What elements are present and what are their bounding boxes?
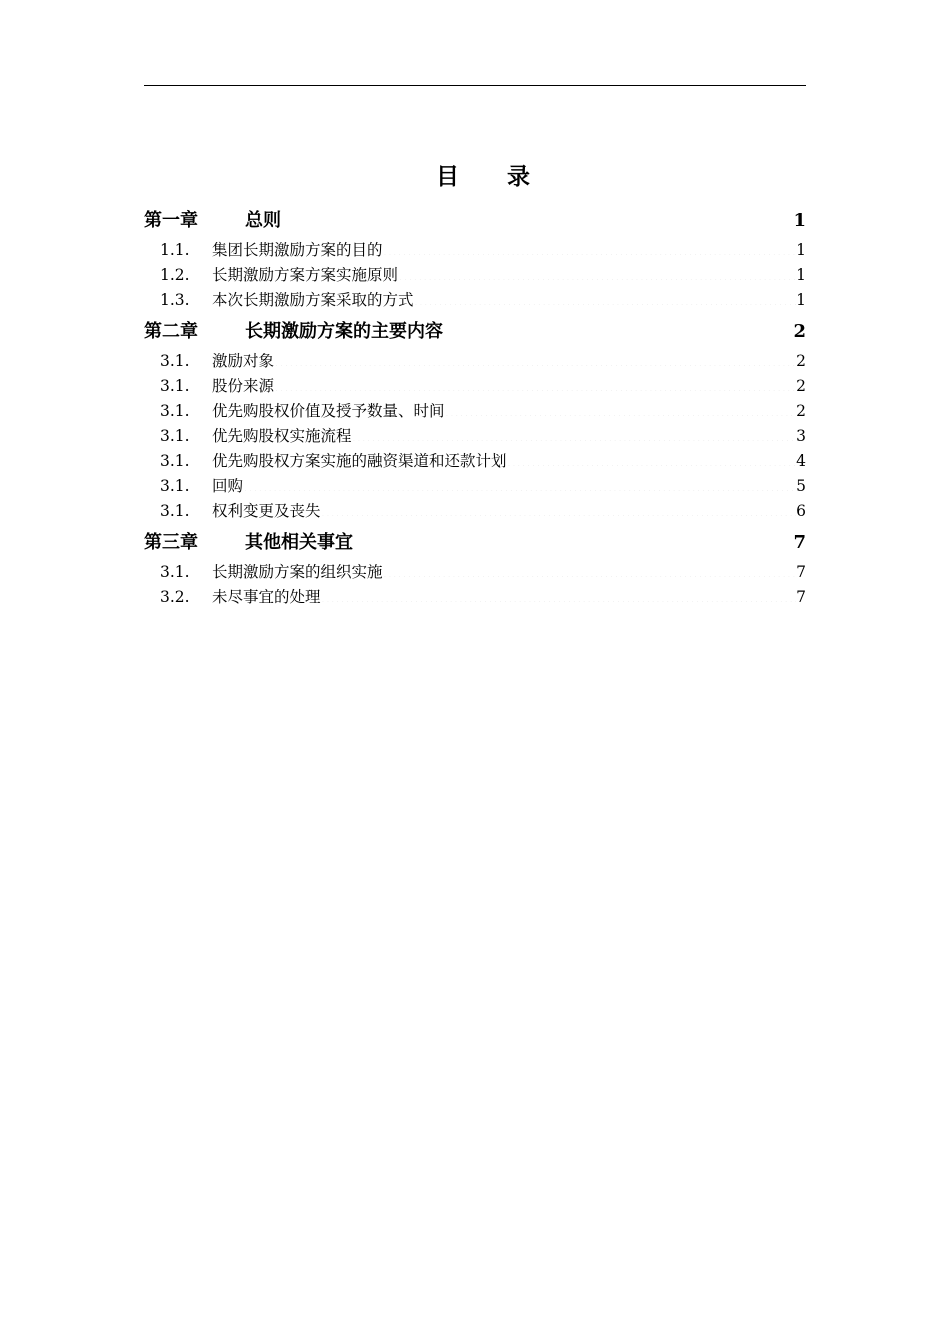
- chapter-page: 1: [793, 210, 806, 231]
- toc-section[interactable]: [144, 560, 806, 585]
- toc-chapter-2[interactable]: [144, 315, 806, 349]
- leader-dots: [353, 530, 793, 548]
- chapter-number: 第三章: [144, 532, 198, 553]
- section-title: 优先购股权实施流程: [212, 427, 352, 445]
- leader-dots: [414, 290, 797, 306]
- section-number: 1.2.: [160, 266, 190, 284]
- leader-dots: [443, 319, 793, 337]
- toc-section[interactable]: [144, 374, 806, 399]
- chapter-page: 7: [793, 532, 806, 553]
- toc-title: 目 录: [435, 163, 550, 190]
- table-of-contents: [144, 202, 806, 610]
- leader-dots: [398, 265, 796, 281]
- section-page: 1: [796, 241, 806, 259]
- leader-dots: [321, 501, 797, 517]
- section-number: 3.1.: [160, 563, 190, 581]
- section-title: 激励对象: [212, 352, 275, 370]
- section-number: 3.2.: [160, 588, 190, 606]
- section-page: 1: [796, 266, 806, 284]
- chapter-number: 第一章: [144, 210, 198, 231]
- toc-section[interactable]: [144, 499, 806, 524]
- toc-chapter-3[interactable]: [144, 526, 806, 560]
- section-page: 2: [796, 377, 806, 395]
- toc-section[interactable]: [144, 474, 806, 499]
- leader-dots: [243, 476, 796, 492]
- leader-dots: [281, 208, 793, 226]
- section-page: 7: [796, 588, 806, 606]
- toc-section[interactable]: [144, 238, 806, 263]
- toc-section[interactable]: [144, 263, 806, 288]
- section-title: 回购: [212, 477, 244, 495]
- section-number: 3.1.: [160, 402, 190, 420]
- leader-dots: [507, 451, 797, 467]
- chapter-number: 第二章: [144, 321, 198, 342]
- section-number: 3.1.: [160, 477, 190, 495]
- leader-dots: [274, 351, 796, 367]
- section-number: 3.1.: [160, 452, 190, 470]
- toc-chapter-1[interactable]: [144, 204, 806, 238]
- section-page: 2: [796, 402, 806, 420]
- section-title: 优先购股权价值及授予数量、时间: [212, 402, 445, 420]
- section-title: 集团长期激励方案的目的: [212, 241, 383, 259]
- section-title: 未尽事宜的处理: [212, 588, 321, 606]
- leader-dots: [383, 562, 797, 578]
- leader-dots: [274, 376, 796, 392]
- toc-section[interactable]: [144, 349, 806, 374]
- section-page: 3: [796, 427, 806, 445]
- toc-section[interactable]: [144, 585, 806, 610]
- leader-dots: [383, 240, 797, 256]
- chapter-title: 其他相关事宜: [245, 532, 353, 553]
- leader-dots: [352, 426, 797, 442]
- section-page: 6: [796, 502, 806, 520]
- toc-section[interactable]: [144, 288, 806, 313]
- chapter-page: 2: [793, 321, 806, 342]
- section-number: 3.1.: [160, 427, 190, 445]
- section-title: 本次长期激励方案采取的方式: [212, 291, 414, 309]
- chapter-title: 总则: [245, 210, 281, 231]
- section-number: 1.3.: [160, 291, 190, 309]
- section-page: 2: [796, 352, 806, 370]
- section-number: 3.1.: [160, 502, 190, 520]
- toc-section[interactable]: [144, 424, 806, 449]
- chapter-title: 长期激励方案的主要内容: [245, 321, 443, 342]
- section-number: 3.1.: [160, 377, 190, 395]
- section-page: 5: [796, 477, 806, 495]
- section-number: 1.1.: [160, 241, 190, 259]
- leader-dots: [321, 587, 797, 603]
- section-number: 3.1.: [160, 352, 190, 370]
- toc-section[interactable]: [144, 449, 806, 474]
- header-rule: [144, 85, 806, 86]
- leader-dots: [445, 401, 797, 417]
- section-title: 长期激励方案的组织实施: [212, 563, 383, 581]
- section-title: 长期激励方案方案实施原则: [212, 266, 399, 284]
- section-page: 1: [796, 291, 806, 309]
- section-page: 7: [796, 563, 806, 581]
- section-title: 优先购股权方案实施的融资渠道和还款计划: [212, 452, 507, 470]
- section-page: 4: [796, 452, 806, 470]
- section-title: 股份来源: [212, 377, 275, 395]
- toc-section[interactable]: [144, 399, 806, 424]
- section-title: 权利变更及丧失: [212, 502, 321, 520]
